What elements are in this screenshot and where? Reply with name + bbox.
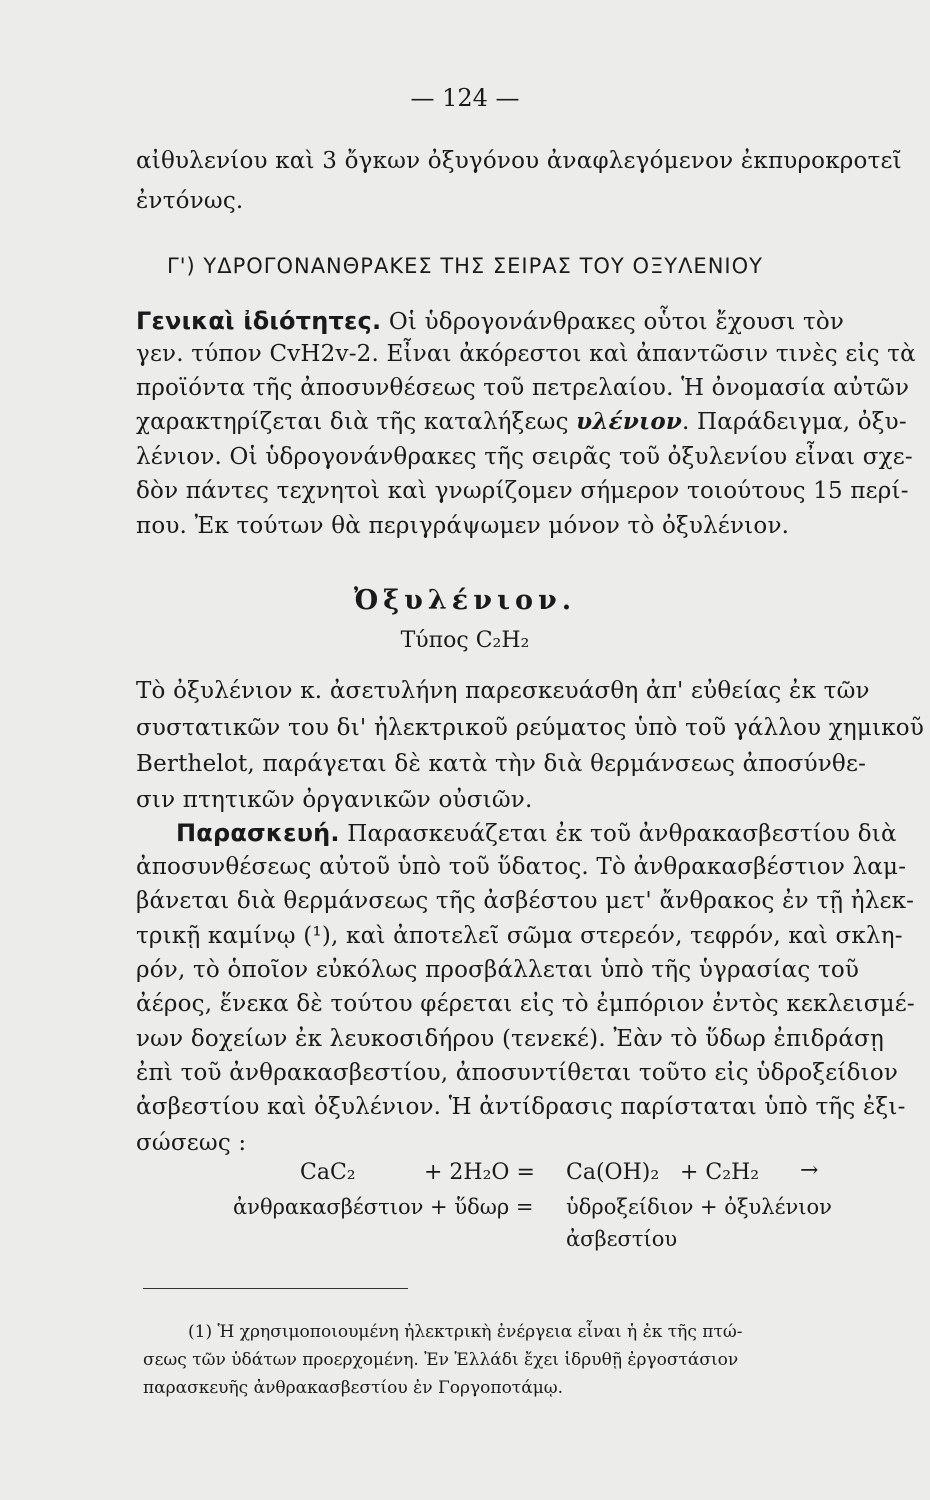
paragraph-label: Παρασκευή. <box>176 819 340 847</box>
footnote-line: σεως τῶν ὑδάτων προερχομένη. Ἐν Ἑλλάδι ἔχει ἱδρυθῇ ἐργοστάσιον <box>143 1350 739 1370</box>
text-line: βάνεται διὰ θερμάνσεως τῆς ἀσβέστου μετ' ἄνθρακος ἐν τῇ ἠλεκ- <box>136 888 915 914</box>
footnote-line: παρασκευῆς ἀνθρακασβεστίου ἐν Γοργοποτάμῳ. <box>143 1378 564 1398</box>
arrow-icon: → <box>800 1158 819 1183</box>
text-line: Berthelot, παράγεται δὲ κατὰ τὴν διὰ θερμάνσεως ἀποσύνθε- <box>136 751 867 777</box>
text-line: τρικῇ καμίνῳ (¹), καὶ ἀποτελεῖ σῶμα στερεόν, τεφρόν, καὶ σκλη- <box>136 923 903 949</box>
text-line: που. Ἐκ τούτων θὰ περιγράψωμεν μόνον τὸ ὀξυλένιον. <box>136 513 790 539</box>
text-line: Γενικαὶ ἰδιότητες. Οἱ ὑδρογονάνθρακες οὗτοι ἔχουσι τὸν <box>136 307 845 335</box>
equation-label: ὑδροξείδιον + ὀξυλένιον <box>566 1195 832 1219</box>
text-line: δὸν πάντες τεχνητοὶ καὶ γνωρίζομεν σήμερον τοιούτους 15 περί- <box>136 478 909 504</box>
text-line: ἀποσυνθέσεως αὐτοῦ ὑπὸ τοῦ ὕδατος. Τὸ ἀνθρακασβέστιον λαμ- <box>136 854 907 880</box>
text-line: χαρακτηρίζεται διὰ τῆς καταλήξεως υλένιον. Παράδειγμα, ὀξυ- <box>136 408 907 435</box>
footnote-line: (1) Ἡ χρησιμοποιουμένη ἠλεκτρικὴ ἐνέργεια εἶναι ἡ ἐκ τῆς πτώ- <box>188 1322 743 1342</box>
text-line: ρόν, τὸ ὁποῖον εὐκόλως προσβάλλεται ὑπὸ τῆς ὑγρασίας τοῦ <box>136 957 860 983</box>
text-line: Παρασκευή. Παρασκευάζεται ἐκ τοῦ ἀνθρακασβεστίου διὰ <box>176 819 897 847</box>
bold-term: υλένιον <box>576 408 683 435</box>
compound-title: Ὀξυλένιον. <box>353 585 577 616</box>
equation-term: CaC₂ <box>300 1160 356 1185</box>
text-line: συστατικῶν του δι' ἠλεκτρικοῦ ρεύματος ὑπὸ τοῦ γάλλου χημικοῦ <box>136 715 925 741</box>
text-line: προϊόντα τῆς ἀποσυνθέσεως τοῦ πετρελαίου. Ἡ ὀνομασία αὐτῶν <box>136 375 910 401</box>
text-line: Τὸ ὀξυλένιον κ. ἀσετυλήνη παρεσκευάσθη ἀπ' εὐθείας ἐκ τῶν <box>136 678 870 704</box>
page-number: — 124 — <box>410 84 520 112</box>
paragraph-label: Γενικαὶ ἰδιότητες. <box>136 307 382 335</box>
text-line: σώσεως : <box>136 1130 247 1156</box>
equation-term: + 2H₂O = <box>424 1160 535 1185</box>
text-line: σιν πτητικῶν ὀργανικῶν οὐσιῶν. <box>136 787 533 813</box>
equation-term: Ca(OH)₂ <box>566 1160 660 1185</box>
formula-line: Τύπος C₂H₂ <box>400 628 530 653</box>
equation-term: + C₂H₂ <box>680 1160 760 1185</box>
text-line: ἀσβεστίου καὶ ὀξυλένιον. Ἡ ἀντίδρασις παρίσταται ὑπὸ τῆς ἐξι- <box>136 1094 906 1120</box>
text-line: αἰθυλενίου καὶ 3 ὄγκων ὀξυγόνου ἀναφλεγόμενον ἐκπυροκροτεῖ <box>136 148 902 174</box>
equation-label: ἀσβεστίου <box>566 1227 678 1251</box>
text-line: ἐπὶ τοῦ ἀνθρακασβεστίου, ἀποσυντίθεται τοῦτο εἰς ὑδροξείδιον <box>136 1060 899 1086</box>
text-line: γεν. τύπον CvH2v-2. Εἶναι ἀκόρεστοι καὶ ἀπαντῶσιν τινὲς εἰς τὰ <box>136 341 916 367</box>
text-line: ἐντόνως. <box>136 188 244 214</box>
footnote-divider <box>143 1288 408 1289</box>
text-line: λένιον. Οἱ ὑδρογονάνθρακες τῆς σειρᾶς τοῦ ὀξυλενίου εἶναι σχε- <box>136 444 913 470</box>
text-line: νων δοχείων ἐκ λευκοσιδήρου (τενεκέ). Ἐὰν τὸ ὕδωρ ἐπιδράσῃ <box>136 1026 884 1052</box>
formula: CvH2v-2. <box>269 341 380 367</box>
equation-label: ἀνθρακασβέστιον + ὕδωρ = <box>233 1195 534 1219</box>
text-line: ἀέρος, ἕνεκα δὲ τούτου φέρεται εἰς τὸ ἐμπόριον ἐντὸς κεκλεισμέ- <box>136 991 915 1017</box>
section-heading: Γ') ΥΔΡΟΓΟΝΑΝΘΡΑΚΕΣ ΤΗΣ ΣΕΙΡΑΣ ΤΟΥ ΟΞΥΛΕΝΙΟΥ <box>167 254 763 278</box>
